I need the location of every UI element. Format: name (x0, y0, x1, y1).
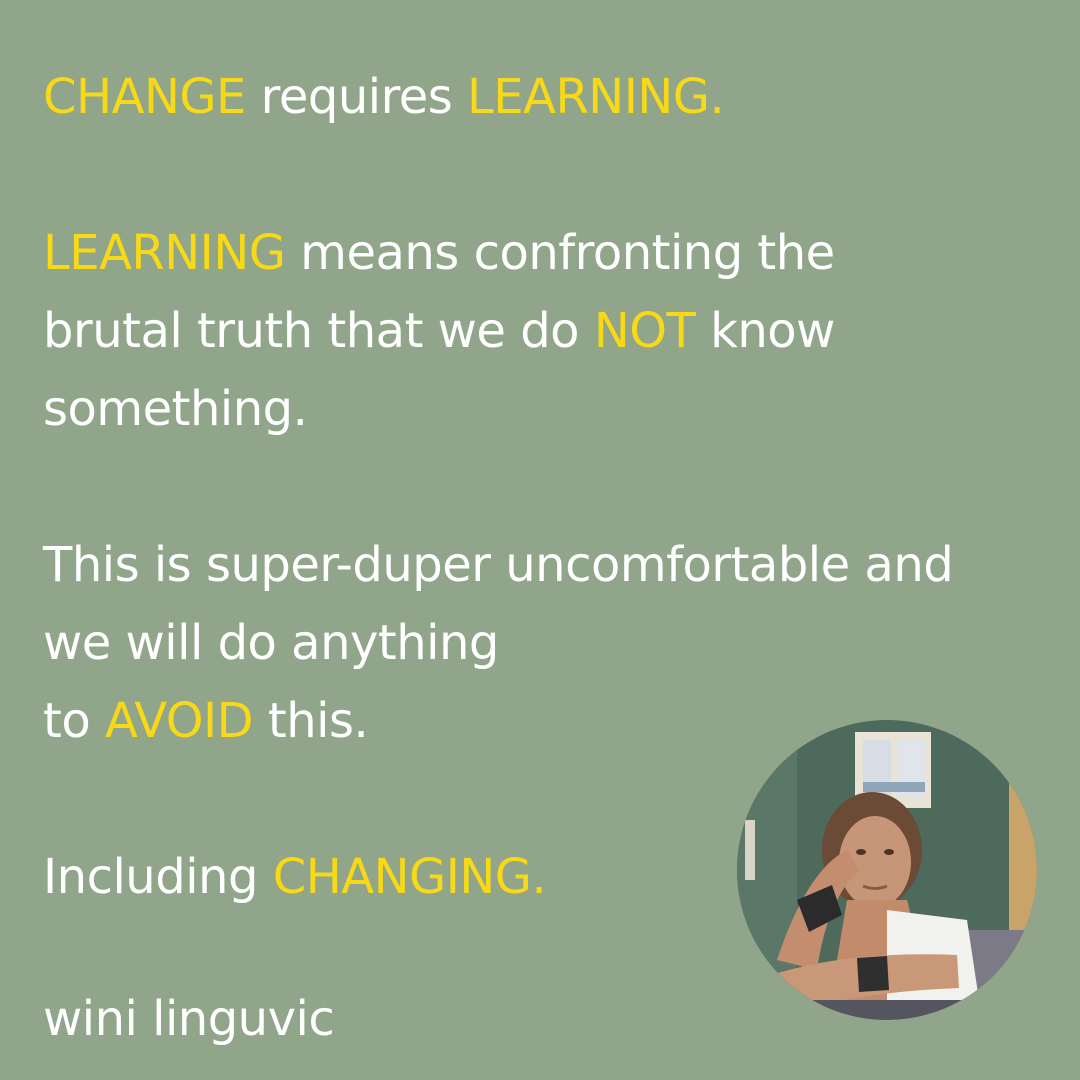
text-to: to (43, 693, 105, 749)
quote-line-1 (43, 58, 1043, 136)
highlight-change: CHANGE (43, 69, 246, 125)
quote-paragraph-2 (43, 214, 903, 448)
highlight-learning-2: LEARNING (43, 225, 286, 281)
highlight-learning: LEARNING. (467, 69, 725, 125)
highlight-changing: CHANGING. (272, 849, 547, 905)
text-requires: requires (245, 69, 468, 125)
text-know-something: know something. (43, 303, 835, 437)
author-signature: wini linguvic (43, 991, 335, 1047)
highlight-avoid: AVOID (104, 693, 254, 749)
text-this: this. (253, 693, 369, 749)
text-uncomfortable: This is super-duper uncomfortable and we will do anything (43, 537, 954, 671)
highlight-not: NOT (593, 303, 696, 359)
text-means-confronting: means confronting the brutal truth that we do (43, 225, 835, 359)
portrait-photo-icon (737, 720, 1037, 1020)
author-portrait (737, 720, 1037, 1020)
text-including: Including (43, 849, 273, 905)
